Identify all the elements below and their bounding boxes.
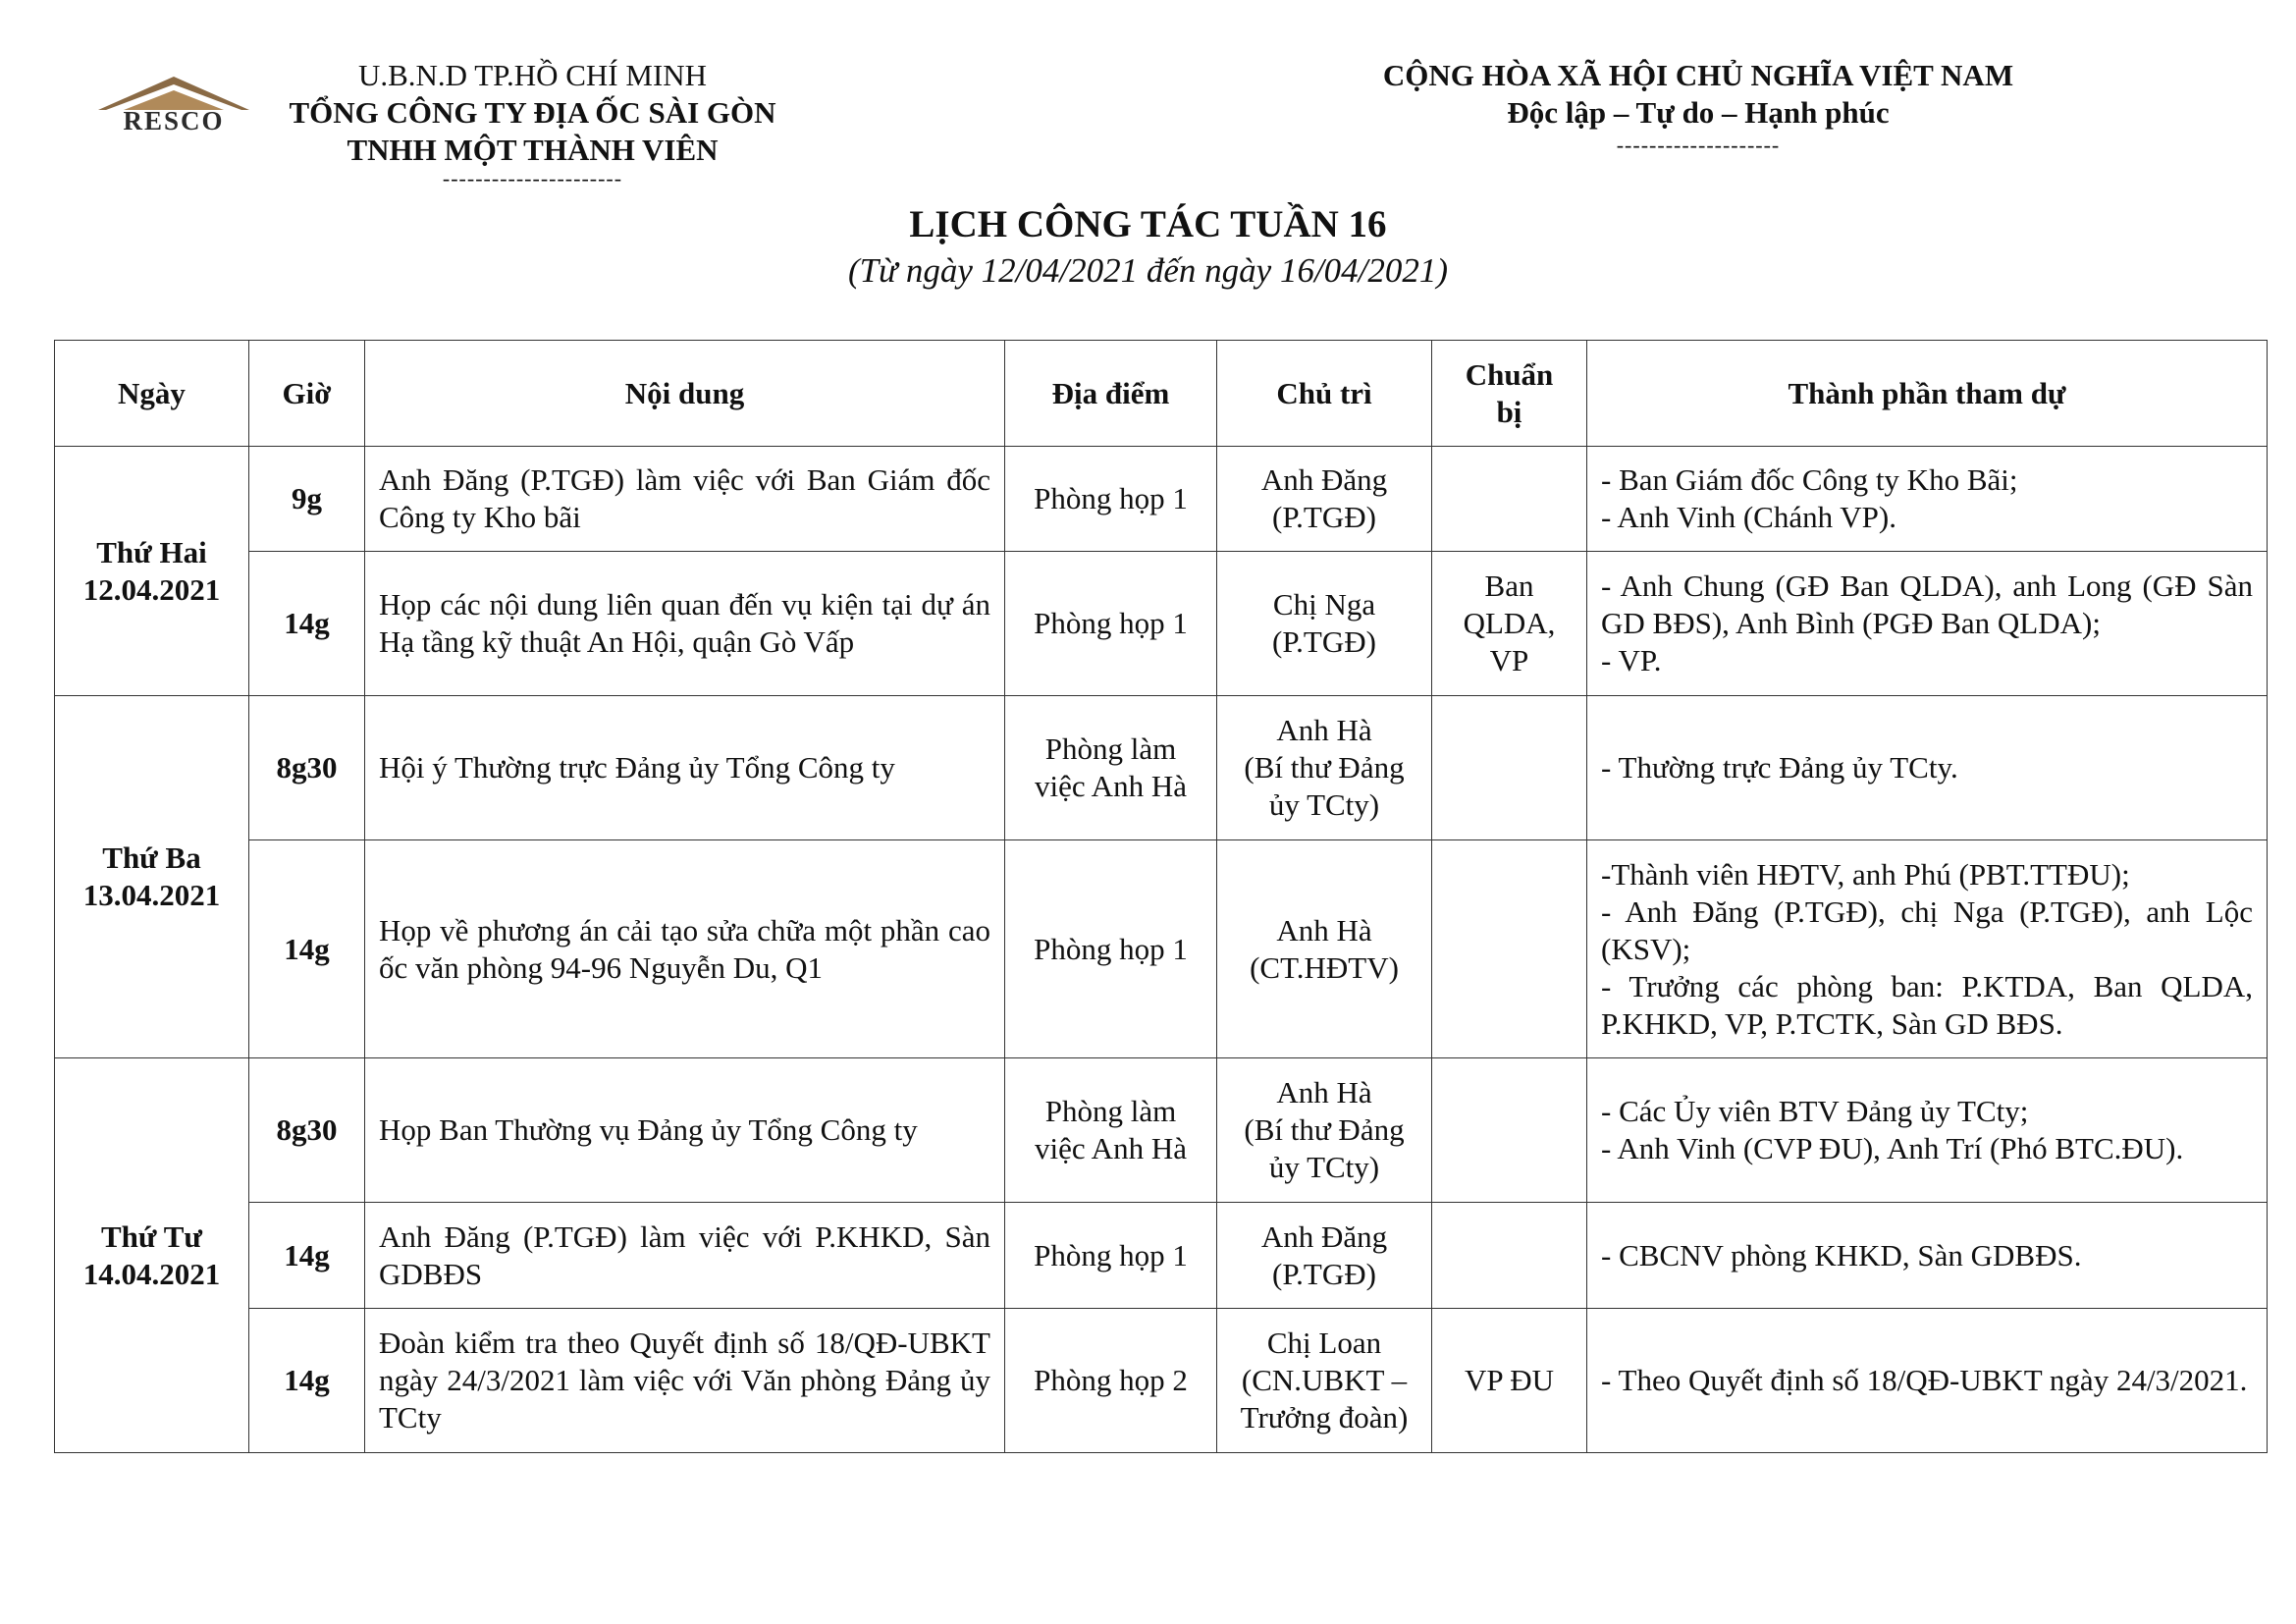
content-cell: Đoàn kiểm tra theo Quyết định số 18/QĐ-UBKT ngày 24/3/2021 làm việc với Văn phòng Đảng ủy TCty: [365, 1309, 1005, 1453]
header-prep: Chuẩn bị: [1432, 341, 1587, 447]
day-cell: [55, 447, 249, 696]
header-day: Ngày: [55, 341, 249, 447]
day-cell: [55, 1058, 249, 1453]
prep-cell: VP ĐU: [1432, 1309, 1587, 1453]
location-cell: Phòng họp 1: [1005, 552, 1217, 696]
organization-header: [265, 57, 800, 189]
header-participants: Thành phần tham dự: [1587, 341, 2268, 447]
participants-cell: - Ban Giám đốc Công ty Kho Bãi; - Anh Vinh (Chánh VP).: [1587, 447, 2268, 552]
header-location: Địa điểm: [1005, 341, 1217, 447]
content-cell: Hội ý Thường trực Đảng ủy Tổng Công ty: [365, 696, 1005, 840]
day-name: Thứ Tư: [101, 1218, 202, 1254]
day-cell: [55, 696, 249, 1058]
participants-cell: - Thường trực Đảng ủy TCty.: [1587, 696, 2268, 840]
table-row: [55, 552, 2268, 696]
chair-cell: Anh Hà (CT.HĐTV): [1217, 840, 1432, 1058]
table-row: [55, 840, 2268, 1058]
participants-cell: -Thành viên HĐTV, anh Phú (PBT.TTĐU); - Anh Đăng (P.TGĐ), chị Nga (P.TGĐ), anh Lộc (KSV); - Trưởng các phòng ban: P.KTDA, Ban QLDA, P.KHKD, VP, P.TCTK, Sàn GD BĐS.: [1587, 840, 2268, 1058]
time-cell: 14g: [249, 1203, 365, 1309]
location-cell: Phòng làm việc Anh Hà: [1005, 1058, 1217, 1203]
logo-text: RESCO: [123, 106, 225, 135]
chair-cell: Anh Hà (Bí thư Đảng ủy TCty): [1217, 1058, 1432, 1203]
header-content: Nội dung: [365, 341, 1005, 447]
participants-cell: - Anh Chung (GĐ Ban QLDA), anh Long (GĐ Sàn GD BĐS), Anh Bình (PGĐ Ban QLDA); - VP.: [1587, 552, 2268, 696]
prep-cell: Ban QLDA, VP: [1432, 552, 1587, 696]
prep-cell: [1432, 696, 1587, 840]
time-cell: 9g: [249, 447, 365, 552]
location-cell: Phòng họp 1: [1005, 840, 1217, 1058]
day-date: 14.04.2021: [82, 1256, 221, 1291]
day-name: Thứ Hai: [96, 534, 207, 569]
table-row: [55, 1058, 2268, 1203]
document-subtitle: (Từ ngày 12/04/2021 đến ngày 16/04/2021): [847, 251, 1449, 290]
country-name: CỘNG HÒA XÃ HỘI CHỦ NGHĨA VIỆT NAM: [1382, 58, 2014, 92]
location-cell: Phòng họp 2: [1005, 1309, 1217, 1453]
time-cell: 14g: [249, 840, 365, 1058]
schedule-table: [54, 340, 2268, 1453]
chair-cell: Anh Hà (Bí thư Đảng ủy TCty): [1217, 696, 1432, 840]
national-header: [1306, 57, 2091, 159]
location-cell: Phòng làm việc Anh Hà: [1005, 696, 1217, 840]
prep-cell: [1432, 840, 1587, 1058]
time-cell: 8g30: [249, 1058, 365, 1203]
time-cell: 8g30: [249, 696, 365, 840]
content-cell: Họp các nội dung liên quan đến vụ kiện tại dự án Hạ tầng kỹ thuật An Hội, quận Gò Vấp: [365, 552, 1005, 696]
national-motto: Độc lập – Tự do – Hạnh phúc: [1507, 95, 1890, 130]
day-date: 12.04.2021: [82, 571, 221, 607]
chair-cell: Chị Nga (P.TGĐ): [1217, 552, 1432, 696]
day-name: Thứ Ba: [102, 840, 201, 875]
participants-cell: - CBCNV phòng KHKD, Sàn GDBĐS.: [1587, 1203, 2268, 1309]
location-cell: Phòng họp 1: [1005, 447, 1217, 552]
participants-cell: - Các Ủy viên BTV Đảng ủy TCty; - Anh Vinh (CVP ĐU), Anh Trí (Phó BTC.ĐU).: [1587, 1058, 2268, 1203]
content-cell: Họp về phương án cải tạo sửa chữa một phần cao ốc văn phòng 94-96 Nguyễn Du, Q1: [365, 840, 1005, 1058]
time-cell: 14g: [249, 552, 365, 696]
header-time: Giờ: [249, 341, 365, 447]
location-cell: Phòng họp 1: [1005, 1203, 1217, 1309]
content-cell: Anh Đăng (P.TGĐ) làm việc với Ban Giám đốc Công ty Kho bãi: [365, 447, 1005, 552]
city-committee: U.B.N.D TP.HỒ CHÍ MINH: [357, 58, 708, 92]
company-name: TỔNG CÔNG TY ĐỊA ỐC SÀI GÒN: [289, 95, 776, 130]
header-row: [55, 341, 2268, 447]
table-row: [55, 1309, 2268, 1453]
prep-cell: [1432, 1058, 1587, 1203]
content-cell: Họp Ban Thường vụ Đảng ủy Tổng Công ty: [365, 1058, 1005, 1203]
right-divider: --------------------: [1616, 133, 1781, 157]
chair-cell: Anh Đăng (P.TGĐ): [1217, 447, 1432, 552]
table-row: [55, 1203, 2268, 1309]
document-title: LỊCH CÔNG TÁC TUẦN 16: [909, 203, 1387, 245]
chair-cell: Anh Đăng (P.TGĐ): [1217, 1203, 1432, 1309]
header-chair: Chủ trì: [1217, 341, 1432, 447]
time-cell: 14g: [249, 1309, 365, 1453]
chair-cell: Chị Loan (CN.UBKT – Trưởng đoàn): [1217, 1309, 1432, 1453]
table-row: [55, 447, 2268, 552]
company-type: TNHH MỘT THÀNH VIÊN: [347, 133, 719, 167]
table-row: [55, 696, 2268, 840]
prep-cell: [1432, 447, 1587, 552]
day-date: 13.04.2021: [82, 878, 221, 912]
content-cell: Anh Đăng (P.TGĐ) làm việc với P.KHKD, Sàn GDBĐS: [365, 1203, 1005, 1309]
left-divider: ----------------------: [442, 166, 623, 190]
participants-cell: - Theo Quyết định số 18/QĐ-UBKT ngày 24/3/2021.: [1587, 1309, 2268, 1453]
prep-cell: [1432, 1203, 1587, 1309]
